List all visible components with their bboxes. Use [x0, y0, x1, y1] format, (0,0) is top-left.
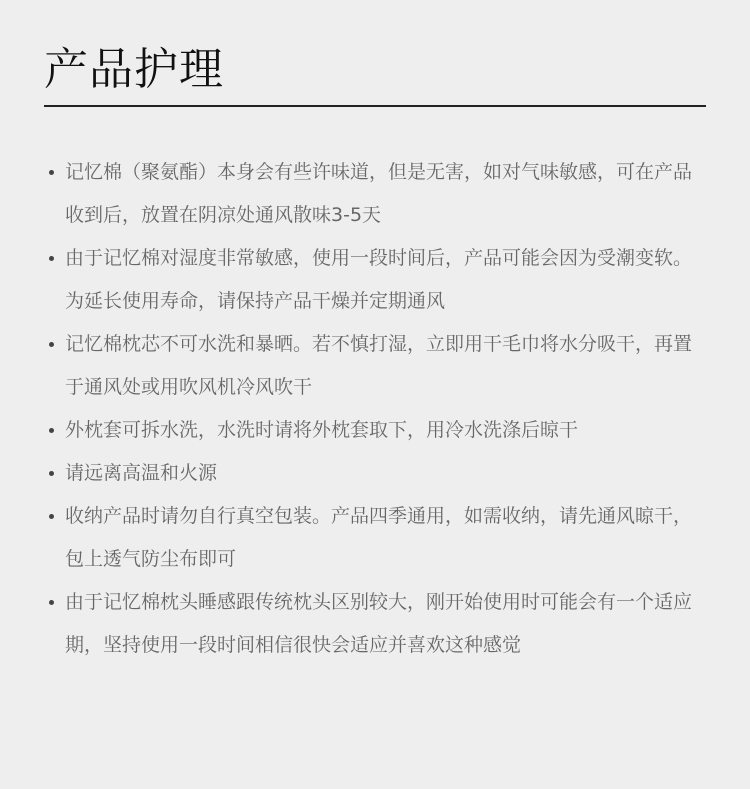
bullet-icon — [49, 170, 54, 175]
list-item-text: 收纳产品时请勿自行真空包装。产品四季通用，如需收纳，请先通风晾干，包上透气防尘布即可 — [65, 505, 693, 570]
bullet-icon — [49, 428, 54, 433]
list-item — [44, 581, 704, 667]
bullet-icon — [49, 471, 54, 476]
list-item — [44, 151, 704, 237]
list-item — [44, 323, 704, 409]
care-list — [44, 151, 704, 667]
list-item-text: 记忆棉枕芯不可水洗和暴晒。若不慎打湿，立即用干毛巾将水分吸干，再置于通风处或用吹风机冷风吹干 — [65, 333, 693, 398]
list-item-text: 由于记忆棉对湿度非常敏感，使用一段时间后，产品可能会因为受潮变软。为延长使用寿命，请保持产品干燥并定期通风 — [65, 247, 693, 312]
bullet-icon — [49, 514, 54, 519]
page-title: 产品护理 — [44, 44, 224, 95]
list-item-text: 外枕套可拆水洗，水洗时请将外枕套取下，用冷水洗涤后晾干 — [65, 419, 579, 441]
list-item — [44, 237, 704, 323]
bullet-icon — [49, 342, 54, 347]
list-item-text: 请远离高温和火源 — [65, 462, 218, 484]
title-divider — [44, 105, 706, 107]
list-item — [44, 452, 704, 495]
bullet-icon — [49, 600, 54, 605]
list-item — [44, 495, 704, 581]
list-item-text: 由于记忆棉枕头睡感跟传统枕头区别较大，刚开始使用时可能会有一个适应期，坚持使用一段时间相信很快会适应并喜欢这种感觉 — [65, 591, 693, 656]
bullet-icon — [49, 256, 54, 261]
list-item-text: 记忆棉（聚氨酯）本身会有些许味道，但是无害，如对气味敏感，可在产品收到后，放置在阴凉处通风散味3-5天 — [65, 161, 693, 226]
list-item — [44, 409, 704, 452]
